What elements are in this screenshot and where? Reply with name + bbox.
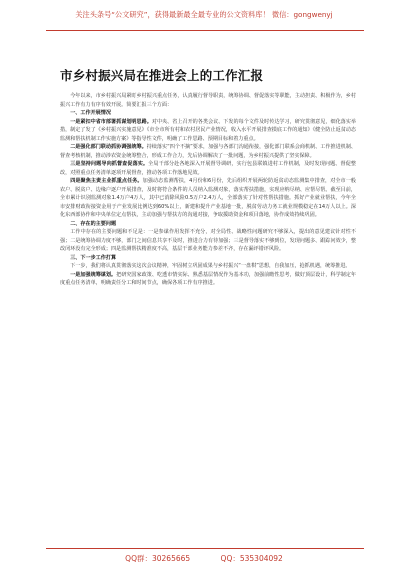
section-heading-1: 一、工作开展情况 — [70, 110, 111, 116]
intro-paragraph: 今年以来，市乡村振兴局紧盯乡村振兴重点任务，认真履行督导职责，统筹协调、督促落实等职能，主动担责、积极作为，乡村振兴工作有力有序有效开展。简要汇报三个方面： — [60, 93, 356, 108]
item-lead-2: 二是强化部门联动抓协调强统筹。 — [70, 144, 147, 150]
document-title: 市乡村振兴局在推进会上的工作汇报 — [60, 68, 264, 83]
top-divider — [46, 30, 364, 31]
item-paragraph-2 — [60, 143, 356, 160]
footer-qq: QQ：535304092 — [220, 554, 283, 563]
section-heading-2: 二、存在的主要问题 — [70, 220, 117, 227]
plan-paragraph: 下一步，我们将认真贯彻落实这次会议精神，牢固树立巩固成果与乡村振兴“一盘棋”思想，自我加压，抢抓机遇，统筹推进。 — [70, 263, 351, 269]
item-lead-3: 三是坚持问题导向抓督查促落实。 — [70, 161, 149, 167]
footer — [0, 553, 408, 564]
item-text-3: 全局干部分赴各地深入开展督导调研，实行包县联镇进村工作机制，及时发现问题、督促整改，对照重点任务清单逐项开展督查，推动各项工作落地见效。 — [60, 161, 356, 176]
issues-paragraph: 工作中存在的主要问题和不足是：一是参谋作用发挥不充分，对全局性、战略性问题研究不够深入，提出的意见建议针对性不强；二是统筹协调力度不够，部门之间信息共享不及时，推进合力有待加强；三是督导落实不够到位，发现问题多、跟踪问效少，整改闭环没有完全形成；四是监测帮扶精准度不高，基层干部业务能力参差不齐，存在漏评错评风险。 — [60, 229, 356, 252]
document-body — [60, 92, 356, 542]
item-text-4: 加强动态监测帮扶，4月份和6月份，先后组织开展两轮防返贫动态监测集中排查，对全市一般农户、脱贫户、边缘户逐户开展排查，及时将符合条件的人员纳入监测对象，落实帮扶措施，实现应纳尽纳、应帮尽帮。截至目前，全市累计识别监测对象1.4万户4万人，其中已消除风险0.5万户2.4万人，全部落实了针对性帮扶措施。抓好产业就业帮扶，今年全市安排财政衔接资金用于产业发展比例达到60%以上，新建和提升产业基地一批，脱贫劳动力务工就业规模稳定在14万人以上。深化东西部协作和中央单位定点帮扶，主动加强与帮扶方的沟通对接，争取援助资金和项目落地，协作成效持续巩固。 — [60, 178, 356, 218]
item-paragraph-3 — [60, 160, 356, 177]
section-heading-3: 三、下一步工作打算 — [70, 254, 117, 261]
item-lead-4: 四是聚焦主责主业抓重点任务。 — [70, 178, 143, 184]
plan-item-paragraph-1 — [60, 271, 356, 288]
item-text-1: 对中央、省上召开的各类会议、下发的每个文件及时传达学习，研究贯彻意见，细化落实举措，制定了发了《乡村振兴实施意见》《市全市所有村和农村居民产业情况，收入水平开展排查摸底工作的通知》《健全防止返贫动态监测和帮扶机制工作实施方案》等指导性文件，明确了工作思路、预期目标和着力重点。 — [60, 118, 356, 142]
plan-item-lead-1: 一是加强统筹谋划。 — [70, 271, 117, 278]
item-paragraph-1 — [60, 118, 356, 144]
item-text-2: 持续落实“四个不摘”要求，加强与各部门沟通衔接，强化部门联系会商机制、工作推进机制、督查考核机制，推动涉农资金统筹整合，形成工作合力，先后协调解决了一批问题，为乡村振兴提供了坚实保障。 — [60, 144, 356, 159]
bottom-divider — [46, 548, 364, 549]
footer-qq-group: QQ群：30265665 — [125, 554, 191, 563]
top-banner: 关注头条号“公文研究”，获得最新最全最专业的公文资料库！ 微信：gongwenyj — [75, 10, 333, 19]
item-lead-1: 一是紧扣中省市部署抓谋划明思路。 — [70, 118, 152, 125]
item-paragraph-4 — [60, 177, 356, 220]
plan-item-text-1: 把研究国家政策、吃透市情实际、熟悉基层情况作为基本功，加强前瞻性思考，做好顶层设计，科学制定年度重点任务清单，明确责任分工和时间节点，确保各项工作有序推进。 — [60, 271, 356, 286]
